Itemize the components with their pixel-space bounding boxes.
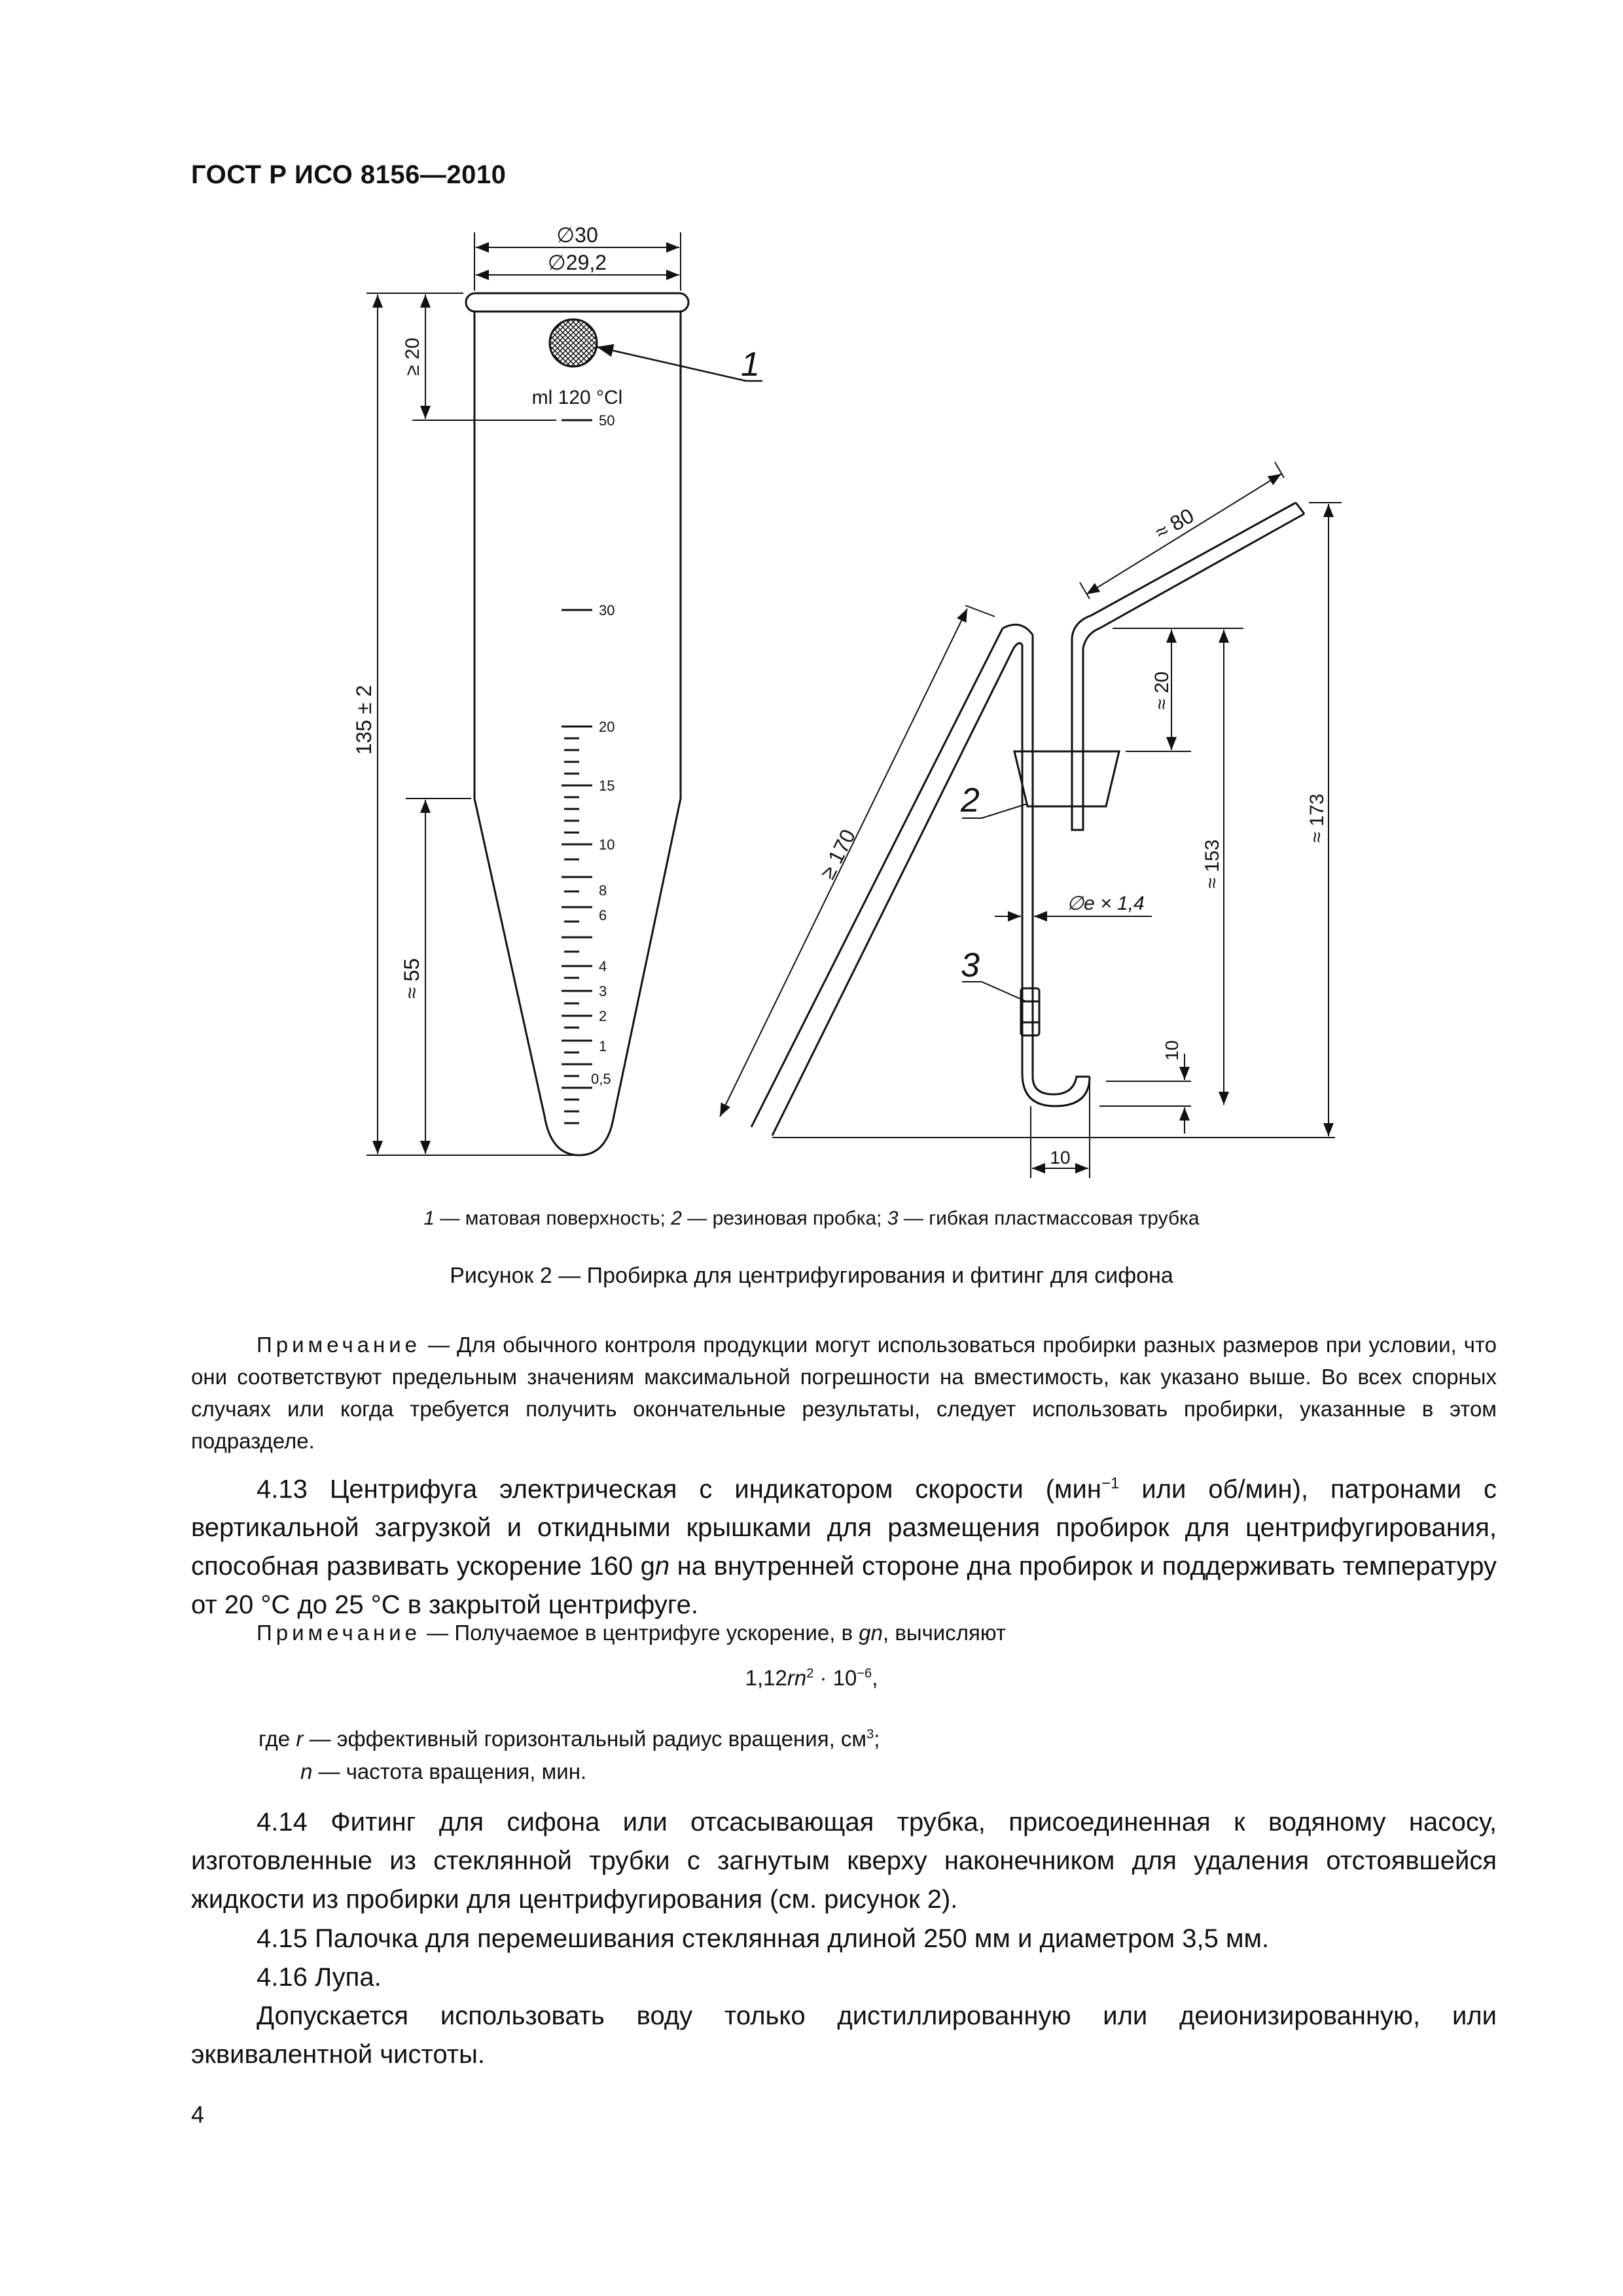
centrifuge-tube — [466, 293, 688, 1155]
tube-marking: ml 120 °Cl — [531, 387, 623, 408]
dim-153: ≈ 153 — [1202, 839, 1223, 889]
note-label: Примечание — [257, 1333, 421, 1357]
matte-surface-icon — [550, 319, 597, 367]
grad-20: 20 — [599, 719, 615, 735]
graduation-scale — [562, 420, 592, 1123]
dim-total-length: 135 ± 2 — [352, 685, 376, 755]
paragraph-4-13: 4.13 Центрифуга электрическая с индикатором скорости (мин$^{-1}$ или об/мин), патронами с вертикальной загрузкой и откидными крышками для размещения пробирок для центрифугирования, способная развивать ускорение 160 gn на внутренней стороне дна пробирок и поддерживать температуру от 20 °С до 25 °С в закрытой центрифуге. — [191, 1475, 1497, 1620]
dim-cone-length: ≈ 55 — [400, 958, 423, 999]
grad-4: 4 — [599, 958, 607, 975]
dim-tube-diameter: ∅e × 1,4 — [1067, 893, 1145, 914]
grad-0-5: 0,5 — [591, 1071, 611, 1087]
dim-long-leg: ≥ 170 — [815, 825, 861, 883]
paragraph-4-16: 4.16 Лупа. — [257, 1963, 382, 1992]
formula-legend: где r — эффективный горизонтальный радиус вращения, $см^3$; n — частота вращения, мин. — [259, 1727, 880, 1784]
paragraph-4-15: 4.15 Палочка для перемешивания стеклянная длиной 250 мм и диаметром 3,5 мм. — [257, 1924, 1270, 1953]
callout-2: 2 — [961, 781, 980, 819]
formula: $1,12rn^2 \cdot 10^{-6}$, — [745, 1666, 878, 1690]
grad-8: 8 — [599, 882, 607, 899]
siphon-fitting — [751, 503, 1304, 1136]
note-2: Примечание — Получаемое в центрифуге ускорение, в gn, вычисляют — [257, 1621, 1006, 1645]
dim-outer-diameter: ∅30 — [556, 223, 598, 247]
note-1: Примечание — Для обычного контроля продукции могут использоваться пробирки разных размеров при условии, что они соответствуют предельным значениям максимальной погрешности на вместимость, как указано выше. Во всех спорных случаях или когда требуется получить окончательные результаты, следует использовать пробирки, указанные в этом подразделе. — [191, 1333, 1497, 1453]
graduation-labels — [591, 412, 615, 1087]
grad-50: 50 — [599, 412, 615, 429]
dim-inner-diameter: ∅29,2 — [547, 251, 607, 274]
dim-arm-length: ≈ 80 — [1150, 503, 1198, 545]
grad-3: 3 — [599, 983, 607, 999]
grad-6: 6 — [599, 907, 607, 924]
callout-3: 3 — [961, 946, 980, 984]
paragraph-4-14: 4.14 Фитинг для сифона или отсасывающая трубка, присоединенная к водяному насосу, изготовленные из стеклянной трубки с загнутым кверху наконечником для удаления отстоявшейся жидкости из пробирки для центрифугирования (см. рисунок 2). — [191, 1808, 1497, 1914]
paragraph-water: Допускается использовать воду только дистиллированную или деионизированную, или эквивалентной чистоты. — [191, 2001, 1497, 2069]
dim-tip-width: 10 — [1050, 1147, 1071, 1168]
page-number: 4 — [191, 2101, 205, 2128]
dim-tip-height: 10 — [1162, 1040, 1182, 1061]
callout-1: 1 — [741, 346, 760, 384]
grad-30: 30 — [599, 602, 615, 619]
grad-10: 10 — [599, 836, 615, 853]
dim-top-gap: ≥ 20 — [402, 337, 423, 376]
figure-legend: 1 — матовая поверхность; 2 — резиновая пробка; 3 — гибкая пластмассовая трубка — [423, 1208, 1200, 1229]
figure-caption: Рисунок 2 — Пробирка для центрифугирования и фитинг для сифона — [450, 1263, 1173, 1288]
grad-2: 2 — [599, 1008, 607, 1024]
dim-173: ≈ 173 — [1306, 793, 1328, 843]
dim-stopper-depth: ≈ 20 — [1151, 671, 1173, 710]
grad-15: 15 — [599, 778, 615, 794]
document-header: ГОСТ Р ИСО 8156—2010 — [191, 160, 507, 189]
grad-1: 1 — [599, 1038, 607, 1054]
